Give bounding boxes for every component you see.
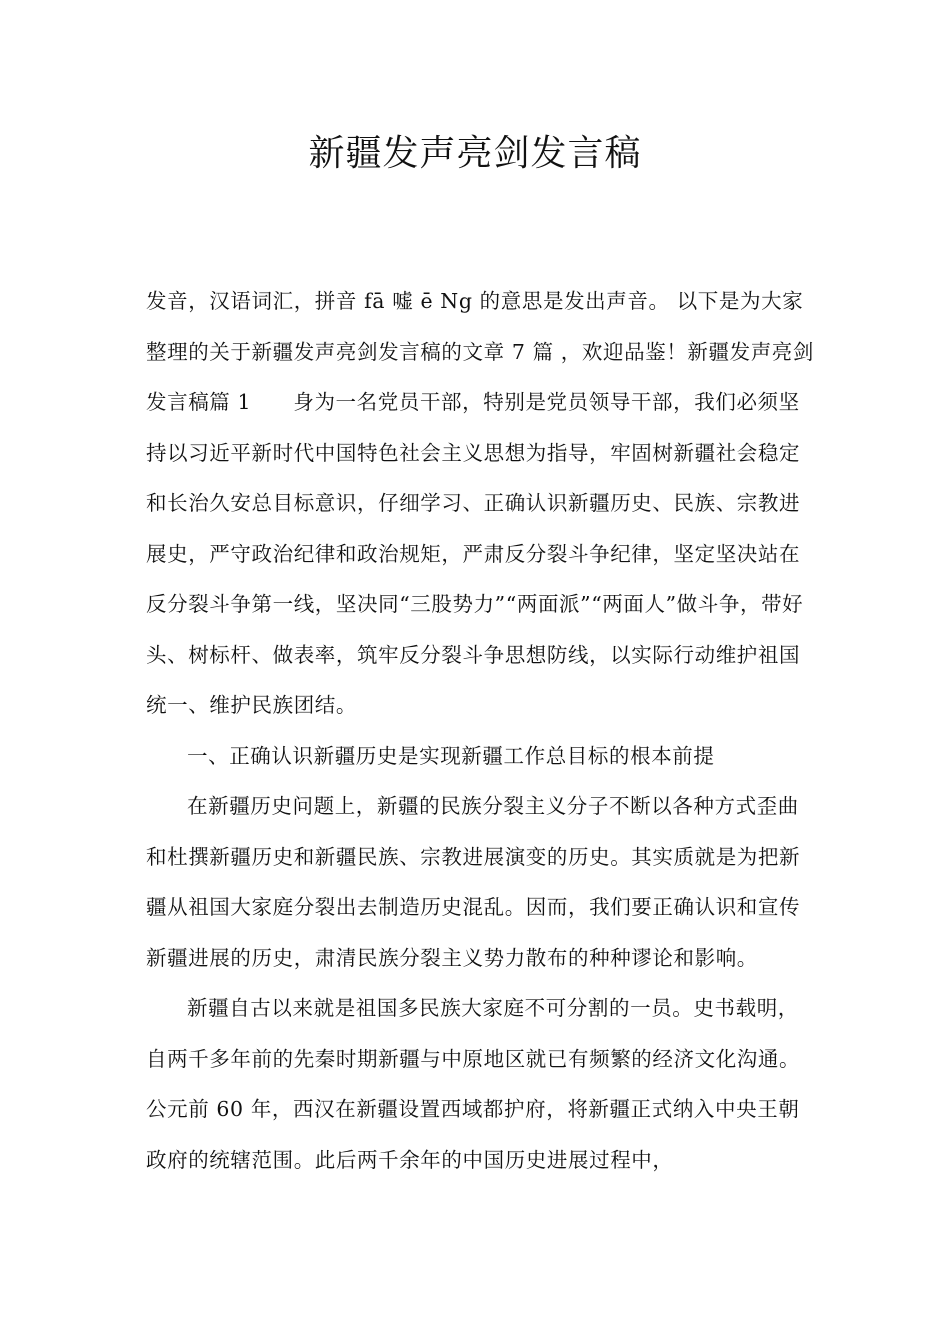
- document-body: [146, 276, 814, 1185]
- document-title: 新疆发声亮剑发言稿: [308, 133, 642, 174]
- paragraph-history-record: 新疆自古以来就是祖国多民族大家庭不可分割的一员。史书载明，自两千多年前的先秦时期新疆与中原地区就已有频繁的经济文化沟通。公元前 60 年，西汉在新疆设置西域都护府，将新疆正式纳入中央王朝政府的统辖范围。此后两千余年的中国历史进展过程中，: [146, 996, 801, 1172]
- paragraph-history-issue: 在新疆历史问题上，新疆的民族分裂主义分子不断以各种方式歪曲和杜撰新疆历史和新疆民族、宗教进展演变的历史。其实质就是为把新疆从祖国大家庭分裂出去制造历史混乱。因而，我们要正确认识和宣传新疆进展的历史，肃清民族分裂主义势力散布的种种谬论和影响。: [146, 794, 801, 970]
- paragraph-intro: 发音，汉语词汇，拼音 fā 嘘 ē Ng 的意思是发出声音。 以下是为大家整理的关于新疆发声亮剑发言稿的文章 7 篇 ，欢迎品鉴！新疆发声亮剑发言稿篇 1 身为一名党员干部，特别是党员领导干部，我们必须坚持以习近平新时代中国特色社会主义思想为指导，牢固树新疆社会稳定和长治久安总目标意识，仔细学习、正确认识新疆历史、民族、宗教进展史，严守政治纪律和政治规矩，严肃反分裂斗争纪律，坚定坚决站在反分裂斗争第一线，坚决同“三股势力”“两面派”“两面人”做斗争，带好头、树标杆、做表率，筑牢反分裂斗争思想防线，以实际行动维护祖国统一、维护民族团结。: [146, 289, 814, 717]
- section-heading: 一、正确认识新疆历史是实现新疆工作总目标的根本前提: [187, 743, 715, 768]
